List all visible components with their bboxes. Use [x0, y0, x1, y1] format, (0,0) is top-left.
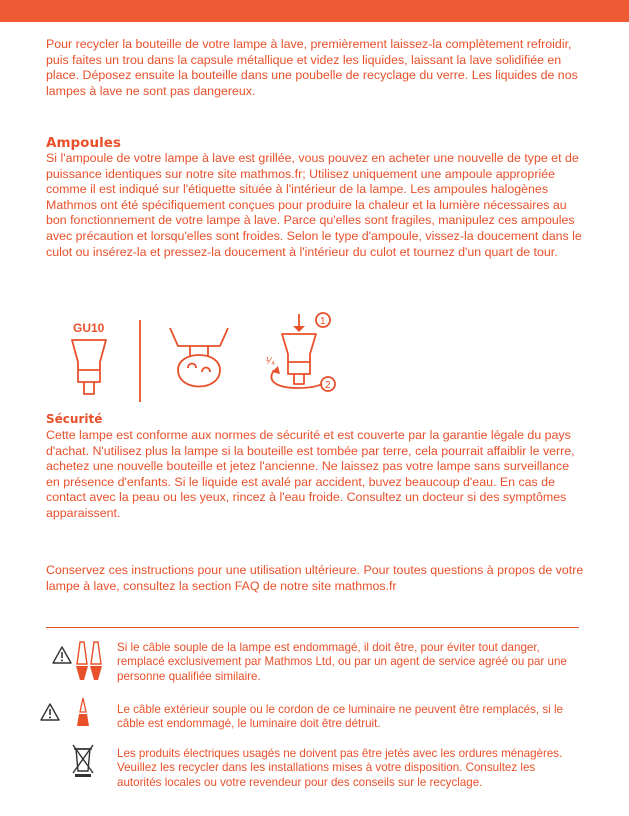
socket-icon	[170, 328, 228, 387]
warning-text-cable: Si le câble souple de la lampe est endommagé, il doit être, pour éviter tout danger, remplacé exclusivement par Mathmos Ltd, ou par un agent de service agréé ou par une personne qualifiée similaire.	[117, 641, 567, 683]
step-2-label: 2	[325, 380, 331, 391]
bulb-type-label: GU10	[73, 321, 105, 335]
top-color-bar	[0, 0, 629, 22]
ampoules-paragraph: Si l'ampoule de votre lampe à lave est grillée, vous pouvez en acheter une nouvelle de type et de puissance identiques sur notre site mathmos.fr; Utilisez uniquement une ampoule appropriée comme il est indiqué sur l'étiquette située à l'intérieur de la lampe. Les ampoules halogènes Mathmos ont été spécifiquement conçues pour produire la chaleur et la lumière nécessaires au bon fonctionnement de votre lampe à lave. Parce qu'elles sont fragiles, manipulez ces ampoules avec précaution et lorsqu'elles sont froides. Selon le type d'ampoule, vissez-la doucement dans le culot ou insérez-la et pressez-la doucement à l'intérieur du culot et tournez d'un quart de tour.	[46, 151, 582, 259]
crossed-bin-icon	[72, 743, 94, 779]
warning-icon	[52, 646, 72, 664]
warning-icon	[40, 703, 60, 721]
lava-lamps-icon	[74, 638, 104, 682]
warning-text-recycling: Les produits électriques usagés ne doivent pas être jetés avec les ordures ménagères. Veuillez les recycler dans les installations mises à votre disposition. Consultez les autorités locales ou votre revendeur pour des conseils sur le recyclage.	[117, 747, 563, 789]
ampoules-heading: Ampoules	[46, 135, 121, 151]
warning-text-cord: Le câble extérieur souple ou le cordon de ce luminaire ne peuvent être remplacés, si le câble est endommagé, le luminaire doit être détruit.	[117, 703, 563, 731]
section-divider	[46, 627, 579, 628]
insert-bulb-icon	[282, 334, 316, 384]
step-1-label: 1	[320, 316, 326, 327]
gu10-bulb-icon	[72, 340, 106, 394]
securite-paragraph: Cette lampe est conforme aux normes de sécurité et est couverte par la garantie légale du pays d'achat. N'utilisez plus la lampe si la bouteille est tombée par terre, cela pourrait affaiblir le verre, achetez une nouvelle bouteille et jetez l'ancienne. Ne laissez pas votre lampe sans surveillance en présence d'enfants. Si le liquide est avalé par accident, buvez beaucoup d'eau. En cas de contact avec la peau ou les yeux, rincez à l'eau froide. Consultez un docteur si des symptômes apparaissent.	[46, 428, 575, 520]
quarter-turn-label: ¹⁄₄	[266, 356, 276, 367]
rocket-lamp-icon	[74, 696, 92, 728]
securite-heading: Sécurité	[46, 412, 103, 426]
conserve-paragraph: Conservez ces instructions pour une utilisation ultérieure. Pour toutes questions à propos de votre lampe à lave, consultez la section FAQ de notre site mathmos.fr	[46, 563, 584, 593]
bulb-installation-diagram	[60, 310, 360, 405]
recycling-paragraph: Pour recycler la bouteille de votre lampe à lave, premièrement laissez-la complètement refroidir, puis faites un trou dans la capsule métallique et videz les liquides, laissant la lave solidifiée en place. Déposez ensuite la bouteille dans une poubelle de recyclage du verre. Les liquides de nos lampes à lave ne sont pas dangereux.	[46, 37, 578, 98]
